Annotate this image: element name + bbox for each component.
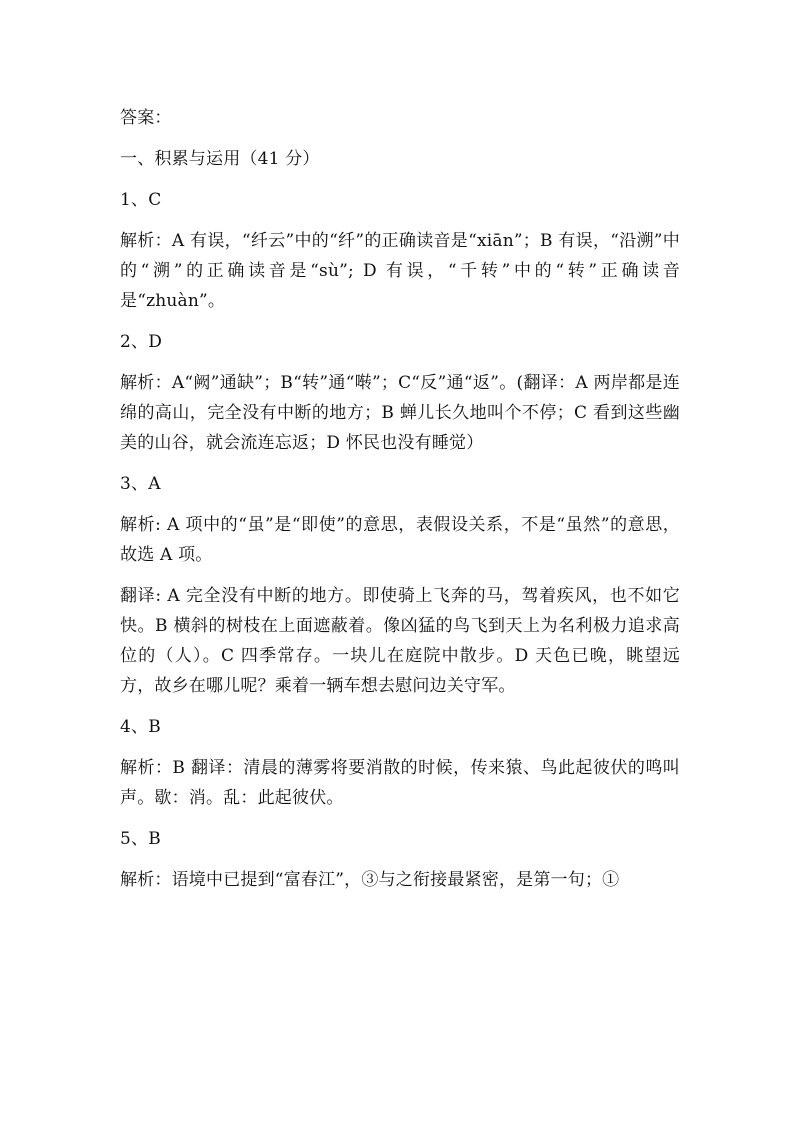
answer-content xyxy=(120,103,680,906)
answers-heading: 答案： xyxy=(120,108,172,128)
question-1-number: 1、C xyxy=(120,190,162,210)
question-3-analysis: 解析: A 项中的“虽”是“即使”的意思，表假设关系，不是“虽然”的意思，故选 A 项。 xyxy=(120,515,680,565)
question-5-number: 5、B xyxy=(120,829,161,849)
question-2-analysis: 解析：A“阙”通缺”；B“转”通“啭”；C“反”通“返”。(翻译：A 两岸都是连绵的高山，完全没有中断的地方；B 蝉儿长久地叫个不停；C 看到这些幽美的山谷，就会流连忘返；D 怀民也没有睡觉） xyxy=(120,373,680,453)
section-title: 一、积累与运用（41 分） xyxy=(120,149,320,169)
question-3-translation: 翻译: A 完全没有中断的地方。即使骑上飞奔的马，驾着疾风，也不如它快。B 横斜的树枝在上面遮蔽着。像凶猛的鸟飞到天上为名利极力追求高位的（人）。C 四季常存。一块儿在庭院中散步。D 天色已晚，眺望远方，故乡在哪儿呢？乘着一辆车想去慰问边关守军。 xyxy=(120,586,680,696)
question-5-analysis: 解析：语境中已提到“富春江”，③与之衔接最紧密，是第一句；① xyxy=(120,870,620,890)
question-2-number: 2、D xyxy=(120,332,163,352)
question-1-analysis: 解析：A 有误，“纤云”中的“纤”的正确读音是“xiān”；B 有误，“沿溯”中的“溯”的正确读音是“sù”; D 有误，“千转”中的“转”正确读音是“zhuàn”。 xyxy=(120,231,680,311)
question-4-analysis: 解析：B 翻译：清晨的薄雾将要消散的时候，传来猿、鸟此起彼伏的鸣叫声。歇：消。乱：此起彼伏。 xyxy=(120,758,680,808)
question-4-number: 4、B xyxy=(120,717,161,737)
question-3-number: 3、A xyxy=(120,474,161,494)
